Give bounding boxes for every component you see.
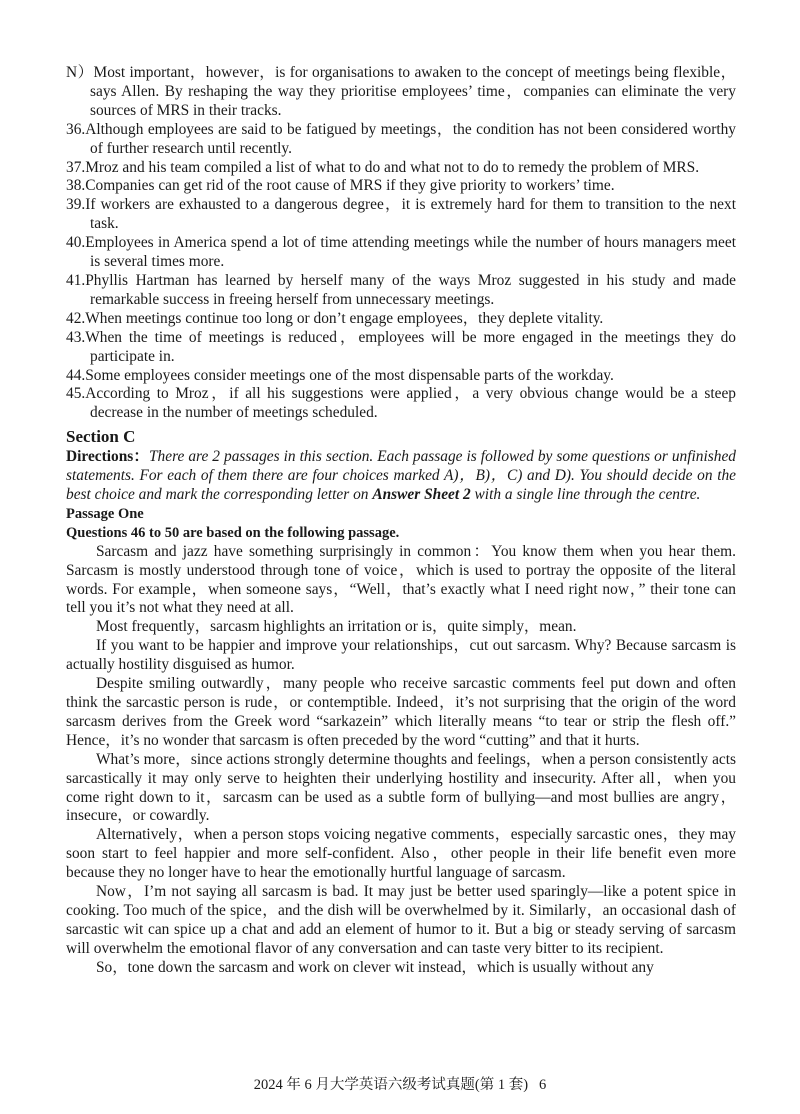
page-content [66, 64, 736, 978]
passage-paragraph: Alternatively，when a person stops voicing negative comments，especially sarcastic ones，they may soon start to feel happier and more self-confident. Also，other people in their life benefit even more because they no longer have to hear the emotionally hurtful language of sarcasm. [66, 826, 736, 882]
statement-number: 41. [66, 271, 86, 289]
passage-paragraph: If you want to be happier and improve your relationships，cut out sarcasm. Why? Because sarcasm is actually hostility disguised as humor. [66, 637, 736, 674]
passage-paragraph: Despite smiling outwardly，many people who receive sarcastic comments feel put down and often think the sarcastic person is rude，or contemptible. Indeed，it’s not surprising that the origin of the word sarcasm derives from the Greek word “sarkazein” which literally means “to tear or strip the flesh off.” Hence，it’s no wonder that sarcasm is often preceded by the word “cutting” and that it hurts. [66, 675, 736, 749]
statement-number: 36. [66, 120, 86, 138]
statement-text: If workers are exhausted to a dangerous degree，it is extremely hard for them to transition to the next task. [85, 196, 736, 233]
statement-text: Some employees consider meetings one of the most dispensable parts of the workday. [85, 366, 614, 384]
paragraph-label: N） [66, 64, 94, 81]
passage-paragraph: What’s more，since actions strongly determine thoughts and feelings，when a person consistently acts sarcastically it may only serve to heighten their underlying hostility and insecurity. After all，when you come right down to it，sarcasm can be used as a subtle form of bullying—and most bullies are angry，insecure，or cowardly. [66, 750, 736, 825]
questions-heading: Questions 46 to 50 are based on the following passage. [66, 524, 400, 541]
passage-paragraph: Now，I’m not saying all sarcasm is bad. It may just be better used sparingly—like a potent spice in cooking. Too much of the spice，and the dish will be overwhelmed by it. Similarly，an occasional dash of sarcastic wit can spice up a chat and add an element of humor to it. But a big or steady serving of sarcasm will overwhelm the emotional flavor of any conversation and can taste very bitter to its recipient. [66, 883, 736, 957]
passage-paragraph: So，tone down the sarcasm and work on clever wit instead，which is usually without any [96, 958, 654, 976]
passage-paragraph: Sarcasm and jazz have something surprisingly in common：You know them when you hear them. Sarcasm is mostly understood through tone of voice，which is used to portray the opposite of the literal words. For example，when someone says，“Well，that’s exactly what I need right now，” their tone can tell you it’s not what they need at all. [66, 542, 736, 617]
section-title: Section C [66, 427, 136, 447]
statement-number: 43. [66, 328, 86, 346]
statement-38 [66, 177, 736, 196]
footer-title: 2024 年 6 月大学英语六级考试真题(第 1 套) [253, 1077, 529, 1093]
statement-42 [66, 310, 736, 329]
statement-text: According to Mroz，if all his suggestions were applied，a very obvious change would be a steep decrease in the number of meetings scheduled. [85, 385, 736, 422]
statement-text: Employees in America spend a lot of time attending meetings while the number of hours managers meet is several times more. [85, 234, 736, 271]
paragraph-text: Most important，however，is for organisations to awaken to the concept of meetings being flexible，says Allen. By reshaping the way they prioritise employees’ time，companies can eliminate the very sources of MRS in their tracks. [90, 64, 736, 119]
statement-text: When meetings continue too long or don’t engage employees，they deplete vitality. [85, 309, 604, 327]
statement-text: Companies can get rid of the root cause of MRS if they give priority to workers’ time. [85, 177, 615, 195]
statement-number: 44. [66, 366, 86, 384]
statement-43 [66, 329, 736, 367]
statement-39 [66, 196, 736, 234]
statement-number: 37. [66, 158, 86, 176]
statement-number: 45. [66, 385, 86, 403]
statement-40 [66, 234, 736, 272]
statement-45 [66, 385, 736, 423]
statement-41 [66, 272, 736, 310]
statement-text: When the time of meetings is reduced，employees will be more engaged in the meetings they do participate in. [85, 328, 736, 365]
paragraph-n [66, 64, 736, 121]
directions-answer-sheet: Answer Sheet 2 [372, 486, 471, 504]
statement-number: 38. [66, 177, 86, 195]
statement-number: 42. [66, 309, 86, 327]
statement-number: 40. [66, 234, 86, 252]
page-footer [0, 1076, 800, 1095]
page-number: 6 [538, 1077, 547, 1093]
statement-text: Although employees are said to be fatigued by meetings，the condition has not been considered worthy of further research until recently. [85, 120, 736, 157]
statement-44 [66, 367, 736, 386]
statement-36 [66, 121, 736, 159]
statement-37 [66, 159, 736, 178]
statement-number: 39. [66, 196, 86, 214]
statement-text: Mroz and his team compiled a list of what to do and what not to do to remedy the problem of MRS. [85, 158, 700, 176]
statement-text: Phyllis Hartman has learned by herself many of the ways Mroz suggested in his study and made remarkable success in freeing herself from unnecessary meetings. [85, 271, 736, 308]
directions [66, 448, 736, 505]
passage-paragraph: Most frequently，sarcasm highlights an irritation or is，quite simply，mean. [96, 618, 577, 636]
directions-text-1: There are 2 passages in this section. Each passage is followed by some questions or unfinished statements. For each of them there are four choices marked A)，B)，C) and D). You should decide on the best choice and mark the corresponding letter on [66, 448, 736, 504]
directions-label: Directions： [66, 448, 149, 466]
directions-text-2: with a single line through the centre. [470, 486, 701, 504]
passage-title: Passage One [66, 505, 144, 522]
